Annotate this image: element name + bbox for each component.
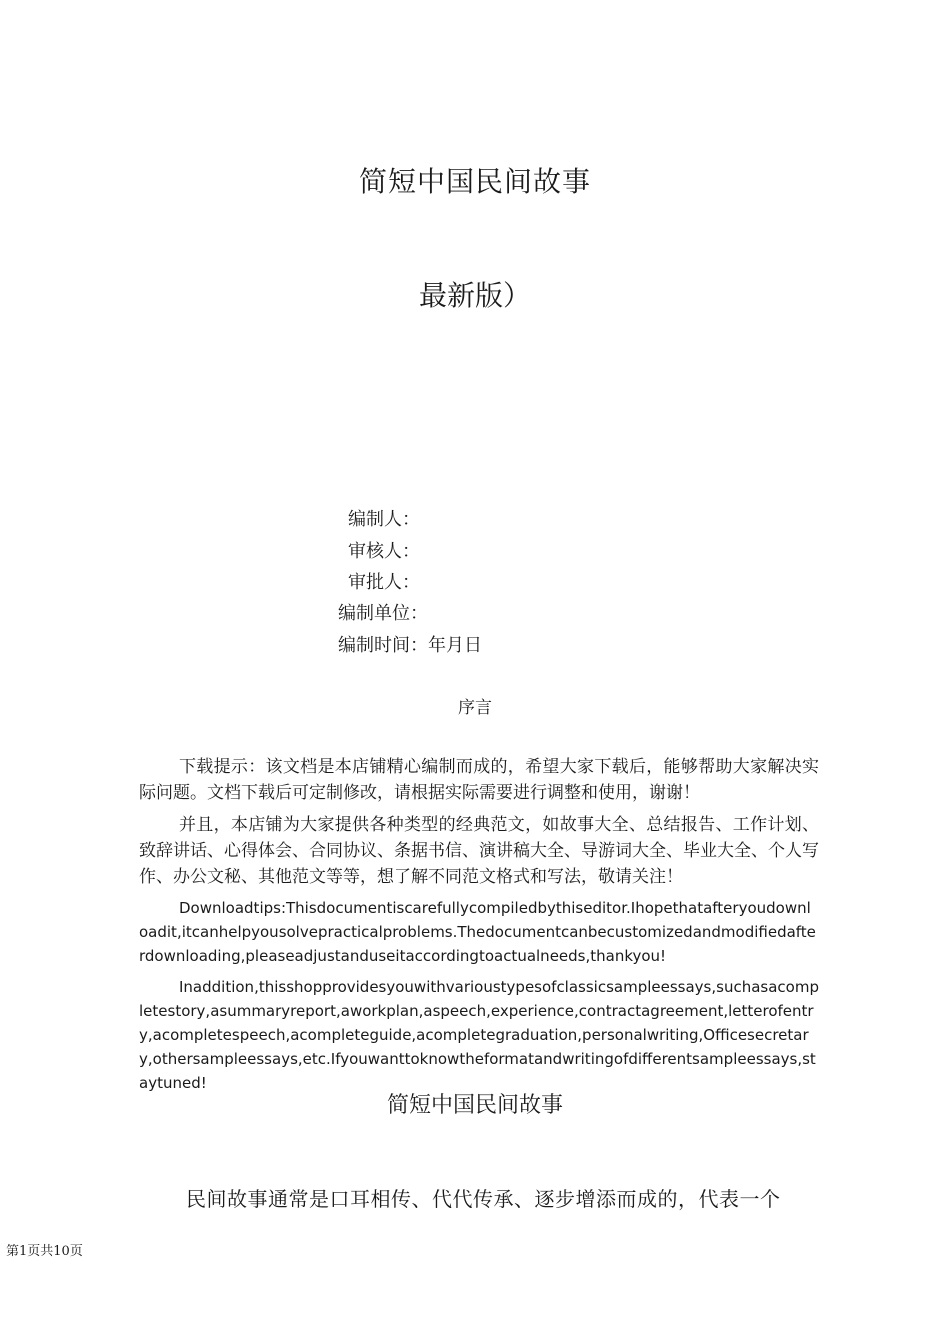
page-number: 第1页共10页: [6, 1244, 83, 1259]
document-title: 简短中国民间故事: [358, 165, 591, 198]
field-reviewer: 审核人：: [348, 541, 420, 562]
download-tip-english-paragraph: Downloadtips:Thisdocumentiscarefullycompiledbythiseditor.Ihopethatafteryoudownloadit,itcanhelpyousolvepracticalproblems.Thedocumentcanbecustomizedandmodifiedafterdownloading,pleaseadjustanduseitaccordingtoactualneeds,thankyou!: [139, 899, 816, 965]
download-tip-paragraph: 下载提示：该文档是本店铺精心编制而成的，希望大家下载后，能够帮助大家解决实际问题。文档下载后可定制修改，请根据实际需要进行调整和使用，谢谢！: [139, 757, 819, 803]
sample-essays-paragraph: 并且，本店铺为大家提供各种类型的经典范文，如故事大全、总结报告、工作计划、致辞讲话、心得体会、合同协议、条据书信、演讲稿大全、导游词大全、毕业大全、个人写作、办公文秘、其他范文等等，想了解不同范文格式和写法，敬请关注！: [139, 815, 819, 887]
story-first-line: 民间故事通常是口耳相传、代代传承、逐步增添而成的，代表一个: [186, 1187, 781, 1211]
field-compiler: 编制人：: [348, 509, 420, 530]
field-unit: 编制单位：: [338, 603, 428, 624]
field-approver: 审批人：: [348, 572, 420, 593]
version-label: 最新版）: [418, 279, 531, 312]
story-title: 简短中国民间故事: [386, 1093, 563, 1118]
sample-essays-english-paragraph: Inaddition,thisshopprovidesyouwithvarioustypesofclassicsampleessays,suchasacompletestory,asummaryreport,aworkplan,aspeech,experience,contractagreement,letterofentry,acompletespeech,acompleteguide,acompletegraduation,personalwriting,Officesecretary,othersampleessays,etc.Ifyouwanttoknowtheformatandwritingofdifferentsampleessays,staytuned!: [139, 978, 819, 1092]
field-date: 编制时间：年月日: [338, 635, 482, 656]
preface-heading: 序言: [458, 698, 492, 718]
